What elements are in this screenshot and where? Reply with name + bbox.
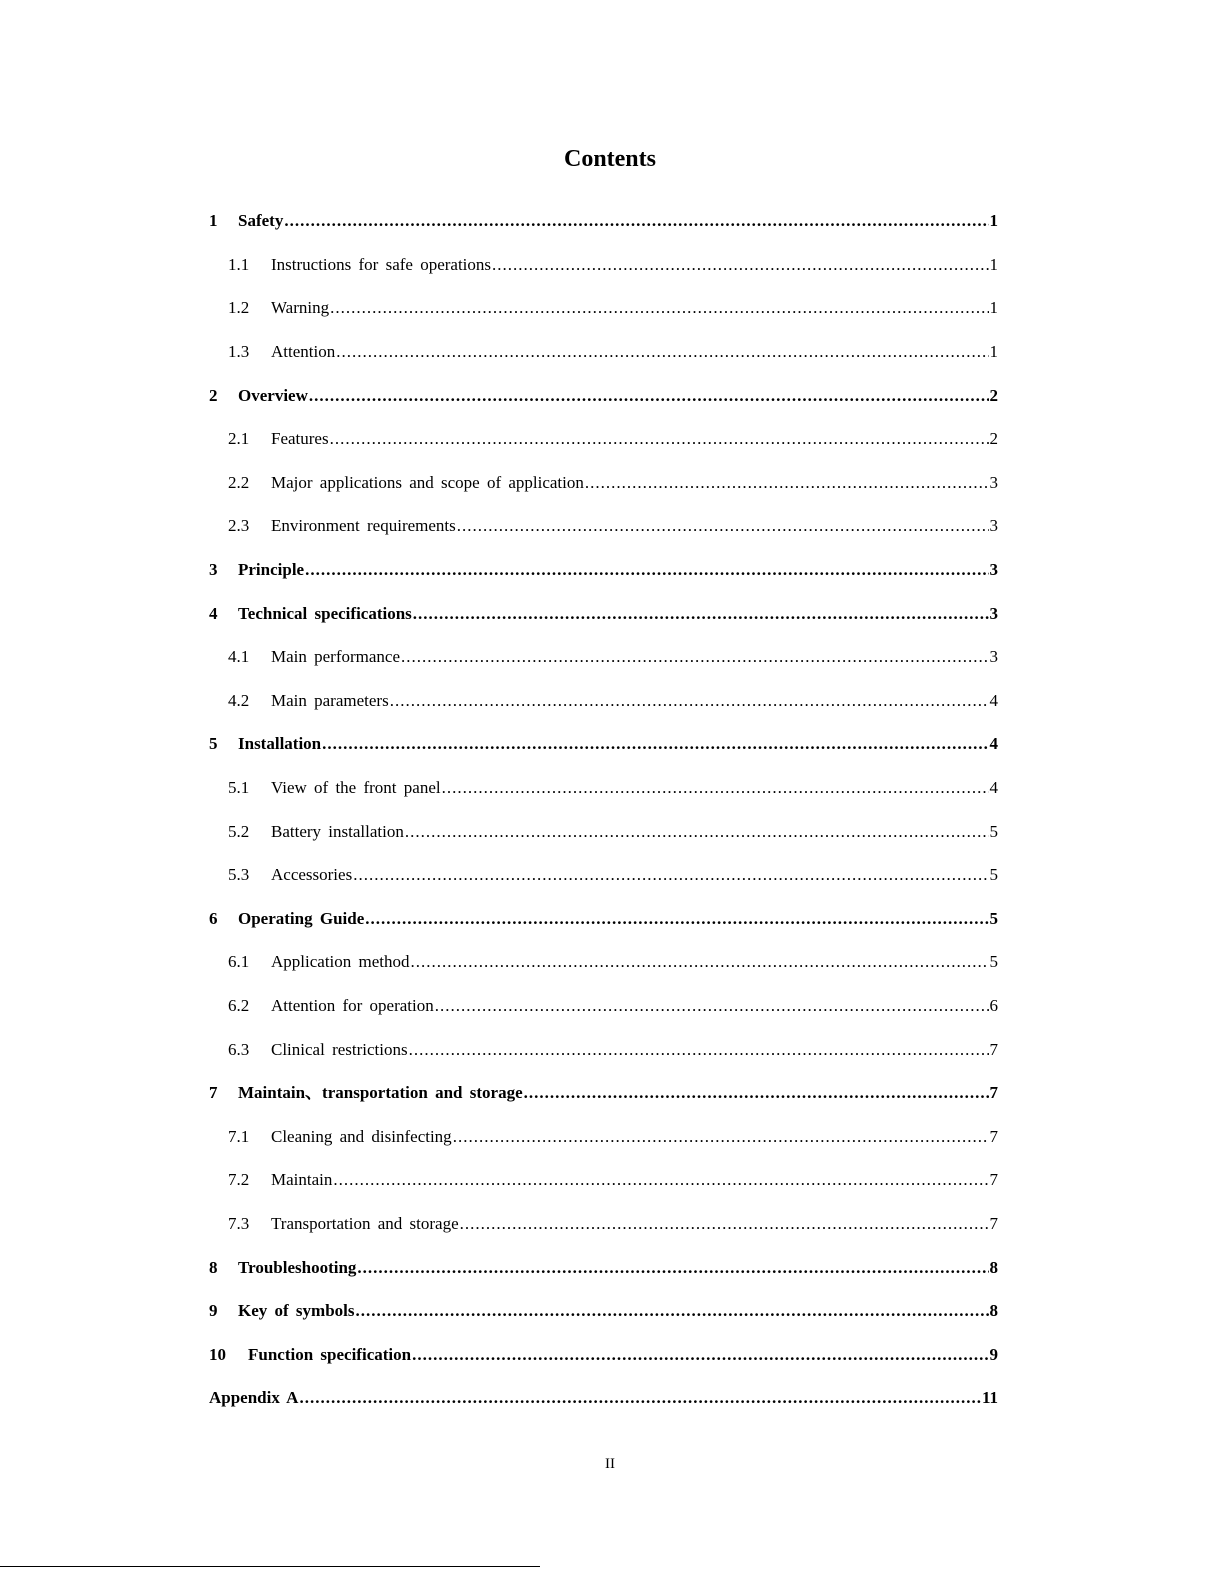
toc-entry-number: 5.2 [228, 821, 250, 841]
toc-entry-title: Installation [238, 734, 322, 754]
toc-dot-leader [435, 997, 989, 1014]
toc-entry-number: 1.3 [228, 342, 250, 362]
toc-entry-title: Cleaning and disinfecting [271, 1126, 452, 1146]
toc-dot-leader [460, 1215, 989, 1232]
toc-entry-title: Key of symbols [238, 1301, 355, 1321]
toc-dot-leader [413, 605, 989, 622]
toc-entry-page: 11 [981, 1388, 998, 1408]
toc-entry-title: View of the front panel [271, 778, 441, 798]
toc-entry-page: 1 [989, 211, 998, 231]
toc-dot-leader [356, 1302, 989, 1319]
toc-entry[interactable] [209, 809, 998, 853]
toc-entry-number: 8 [209, 1257, 218, 1277]
toc-entry-number: 7 [209, 1083, 218, 1103]
toc-entry-page: 3 [989, 603, 998, 623]
toc-entry[interactable] [209, 897, 998, 941]
toc-entry[interactable] [209, 243, 998, 287]
toc-dot-leader [442, 779, 989, 796]
table-of-contents [209, 199, 998, 1420]
toc-entry-page: 2 [989, 429, 998, 449]
page-title: Contents [563, 146, 656, 172]
toc-entry-title: Features [271, 429, 329, 449]
toc-entry-title: Main parameters [271, 690, 389, 710]
toc-entry[interactable] [209, 853, 998, 897]
toc-dot-leader [322, 735, 988, 752]
toc-entry-title: Instructions for safe operations [271, 254, 492, 274]
toc-dot-leader [353, 866, 988, 883]
toc-entry-title: Appendix A [209, 1388, 299, 1408]
toc-entry-page: 5 [989, 821, 998, 841]
toc-dot-leader [330, 430, 989, 447]
toc-entry[interactable] [209, 286, 998, 330]
toc-entry-number: 4.1 [228, 647, 250, 667]
toc-entry[interactable] [209, 1202, 998, 1246]
toc-entry-title: Application method [271, 952, 410, 972]
toc-entry-number: 6.2 [228, 995, 250, 1015]
toc-entry-page: 7 [989, 1126, 998, 1146]
toc-entry-number: 6.3 [228, 1039, 250, 1059]
toc-dot-leader [411, 953, 989, 970]
toc-entry[interactable] [209, 548, 998, 592]
toc-entry[interactable] [209, 1332, 998, 1376]
toc-entry-page: 3 [989, 647, 998, 667]
toc-entry-page: 3 [989, 516, 998, 536]
toc-entry-number: 9 [209, 1301, 218, 1321]
toc-entry-number: 2.1 [228, 429, 250, 449]
toc-entry[interactable] [209, 1158, 998, 1202]
toc-entry-page: 4 [989, 690, 998, 710]
toc-entry[interactable] [209, 461, 998, 505]
toc-entry-title: Safety [238, 211, 284, 231]
toc-entry-page: 5 [989, 865, 998, 885]
toc-entry-number: 4 [209, 603, 218, 623]
toc-entry[interactable] [209, 417, 998, 461]
toc-entry[interactable] [209, 330, 998, 374]
toc-dot-leader [305, 561, 988, 578]
toc-dot-leader [390, 692, 989, 709]
toc-entry[interactable] [209, 766, 998, 810]
toc-dot-leader [412, 1346, 988, 1363]
bottom-rule [0, 1566, 540, 1567]
toc-entry-number: 2.3 [228, 516, 250, 536]
toc-dot-leader [284, 212, 988, 229]
toc-entry[interactable] [209, 1071, 998, 1115]
toc-entry-page: 4 [989, 734, 998, 754]
toc-entry-title: Transportation and storage [271, 1213, 459, 1233]
toc-entry-page: 7 [989, 1083, 998, 1103]
toc-entry-page: 1 [989, 342, 998, 362]
toc-entry[interactable] [209, 1114, 998, 1158]
toc-entry-page: 7 [989, 1039, 998, 1059]
toc-entry-number: 4.2 [228, 690, 250, 710]
toc-entry-page: 3 [989, 560, 998, 580]
toc-entry-title: Battery installation [271, 821, 404, 841]
toc-entry-title: Warning [271, 298, 330, 318]
toc-dot-leader [330, 299, 988, 316]
toc-entry-number: 6 [209, 908, 218, 928]
toc-entry-page: 7 [989, 1213, 998, 1233]
toc-entry-title: Troubleshooting [238, 1257, 357, 1277]
toc-entry-page: 5 [989, 952, 998, 972]
toc-entry-page: 1 [989, 254, 998, 274]
toc-entry-page: 2 [989, 385, 998, 405]
toc-dot-leader [524, 1084, 989, 1101]
toc-dot-leader [409, 1041, 989, 1058]
toc-entry-number: 1.2 [228, 298, 250, 318]
toc-entry-number: 10 [209, 1344, 226, 1364]
toc-entry-number: 7.2 [228, 1170, 250, 1190]
toc-entry[interactable] [209, 199, 998, 243]
toc-entry-title: Maintain [271, 1170, 333, 1190]
toc-entry-number: 2 [209, 385, 218, 405]
toc-dot-leader [453, 1128, 989, 1145]
toc-entry[interactable] [209, 940, 998, 984]
toc-entry-number: 6.1 [228, 952, 250, 972]
toc-dot-leader [357, 1259, 988, 1276]
toc-entry[interactable] [209, 1376, 998, 1420]
toc-entry-title: Environment requirements [271, 516, 456, 536]
toc-entry-page: 8 [989, 1301, 998, 1321]
toc-entry-number: 2.2 [228, 472, 250, 492]
toc-entry[interactable] [209, 635, 998, 679]
toc-entry-title: Operating Guide [238, 908, 365, 928]
toc-entry-page: 8 [989, 1257, 998, 1277]
toc-entry-title: Attention [271, 342, 336, 362]
toc-entry[interactable] [209, 1027, 998, 1071]
toc-entry-title: Main performance [271, 647, 401, 667]
toc-entry-number: 7.3 [228, 1213, 250, 1233]
toc-dot-leader [333, 1171, 988, 1188]
toc-entry-number: 5 [209, 734, 218, 754]
toc-entry-number: 5.1 [228, 778, 250, 798]
page-number: II [605, 1456, 615, 1472]
toc-entry[interactable] [209, 1245, 998, 1289]
toc-dot-leader [309, 387, 989, 404]
toc-entry-title: Technical specifications [238, 603, 412, 623]
toc-entry[interactable] [209, 504, 998, 548]
toc-entry-page: 6 [989, 995, 998, 1015]
toc-dot-leader [585, 474, 989, 491]
toc-entry-title: Maintain、transportation and storage [238, 1083, 523, 1103]
toc-dot-leader [365, 910, 988, 927]
toc-entry[interactable] [209, 679, 998, 723]
toc-entry-number: 1 [209, 211, 218, 231]
toc-dot-leader [299, 1389, 980, 1406]
toc-entry-page: 9 [989, 1344, 998, 1364]
toc-entry-title: Accessories [271, 865, 353, 885]
toc-entry-page: 7 [989, 1170, 998, 1190]
toc-entry[interactable] [209, 373, 998, 417]
toc-dot-leader [405, 823, 989, 840]
toc-entry-page: 5 [989, 908, 998, 928]
toc-entry-page: 4 [989, 778, 998, 798]
toc-entry[interactable] [209, 722, 998, 766]
toc-entry-title: Function specification [248, 1344, 412, 1364]
toc-entry-page: 1 [989, 298, 998, 318]
toc-entry-title: Major applications and scope of application [271, 472, 584, 492]
toc-dot-leader [401, 648, 988, 665]
toc-entry-title: Clinical restrictions [271, 1039, 408, 1059]
toc-dot-leader [336, 343, 988, 360]
toc-entry-number: 7.1 [228, 1126, 250, 1146]
toc-entry-number: 3 [209, 560, 218, 580]
toc-entry[interactable] [209, 984, 998, 1028]
toc-entry-page: 3 [989, 472, 998, 492]
toc-entry-number: 5.3 [228, 865, 250, 885]
toc-entry[interactable] [209, 591, 998, 635]
toc-entry-title: Principle [238, 560, 305, 580]
toc-dot-leader [492, 256, 988, 273]
toc-entry[interactable] [209, 1289, 998, 1333]
toc-dot-leader [457, 517, 989, 534]
toc-entry-title: Attention for operation [271, 995, 434, 1015]
toc-entry-number: 1.1 [228, 254, 250, 274]
toc-entry-title: Overview [238, 385, 308, 405]
